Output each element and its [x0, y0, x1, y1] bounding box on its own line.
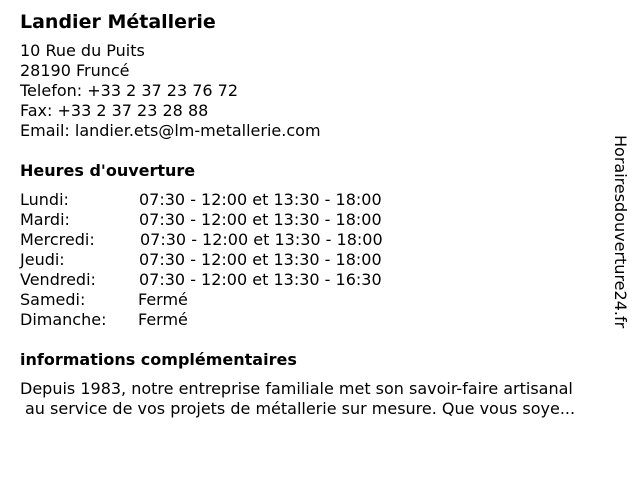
business-card [20, 10, 620, 419]
time-value: 07:30 - 12:00 et 13:30 - 18:00 [140, 230, 383, 249]
time-value: Fermé [138, 310, 188, 329]
hours-row-monday [20, 190, 620, 210]
fax-line: Fax: +33 2 37 23 28 88 [20, 101, 209, 120]
additional-info-text [20, 379, 620, 419]
opening-hours-list [20, 190, 620, 330]
day-label: Lundi: [20, 190, 69, 209]
hours-row-friday [20, 270, 620, 290]
hours-row-tuesday [20, 210, 620, 230]
description-line-1: Depuis 1983, notre entreprise familiale met son savoir-faire artisanal [20, 379, 573, 398]
day-label: Dimanche: [20, 310, 107, 329]
email-line[interactable]: Email: landier.ets@lm-metallerie.com [20, 121, 321, 140]
time-value: 07:30 - 12:00 et 13:30 - 18:00 [139, 210, 382, 229]
hours-row-thursday [20, 250, 620, 270]
hours-row-saturday [20, 290, 620, 310]
opening-hours-title: Heures d'ouverture [20, 161, 196, 180]
additional-info-title: informations complémentaires [20, 350, 297, 369]
address-street: 10 Rue du Puits [20, 41, 145, 60]
site-watermark: Horairesdouverture24.fr [611, 135, 630, 329]
description-line-2: au service de vos projets de métallerie sur mesure. Que vous soye... [25, 399, 576, 418]
time-value: Fermé [138, 290, 188, 309]
time-value: 07:30 - 12:00 et 13:30 - 18:00 [139, 190, 382, 209]
address-city: 28190 Fruncé [20, 61, 130, 80]
time-value: 07:30 - 12:00 et 13:30 - 16:30 [139, 270, 382, 289]
business-name: Landier Métallerie [20, 11, 216, 33]
hours-row-sunday [20, 310, 620, 330]
time-value: 07:30 - 12:00 et 13:30 - 18:00 [139, 250, 382, 269]
day-label: Vendredi: [20, 270, 96, 289]
phone-line[interactable]: Telefon: +33 2 37 23 76 72 [20, 81, 239, 100]
day-label: Jeudi: [20, 250, 65, 269]
day-label: Mardi: [20, 210, 70, 229]
hours-row-wednesday [20, 230, 620, 250]
day-label: Mercredi: [20, 230, 95, 249]
day-label: Samedi: [20, 290, 86, 309]
